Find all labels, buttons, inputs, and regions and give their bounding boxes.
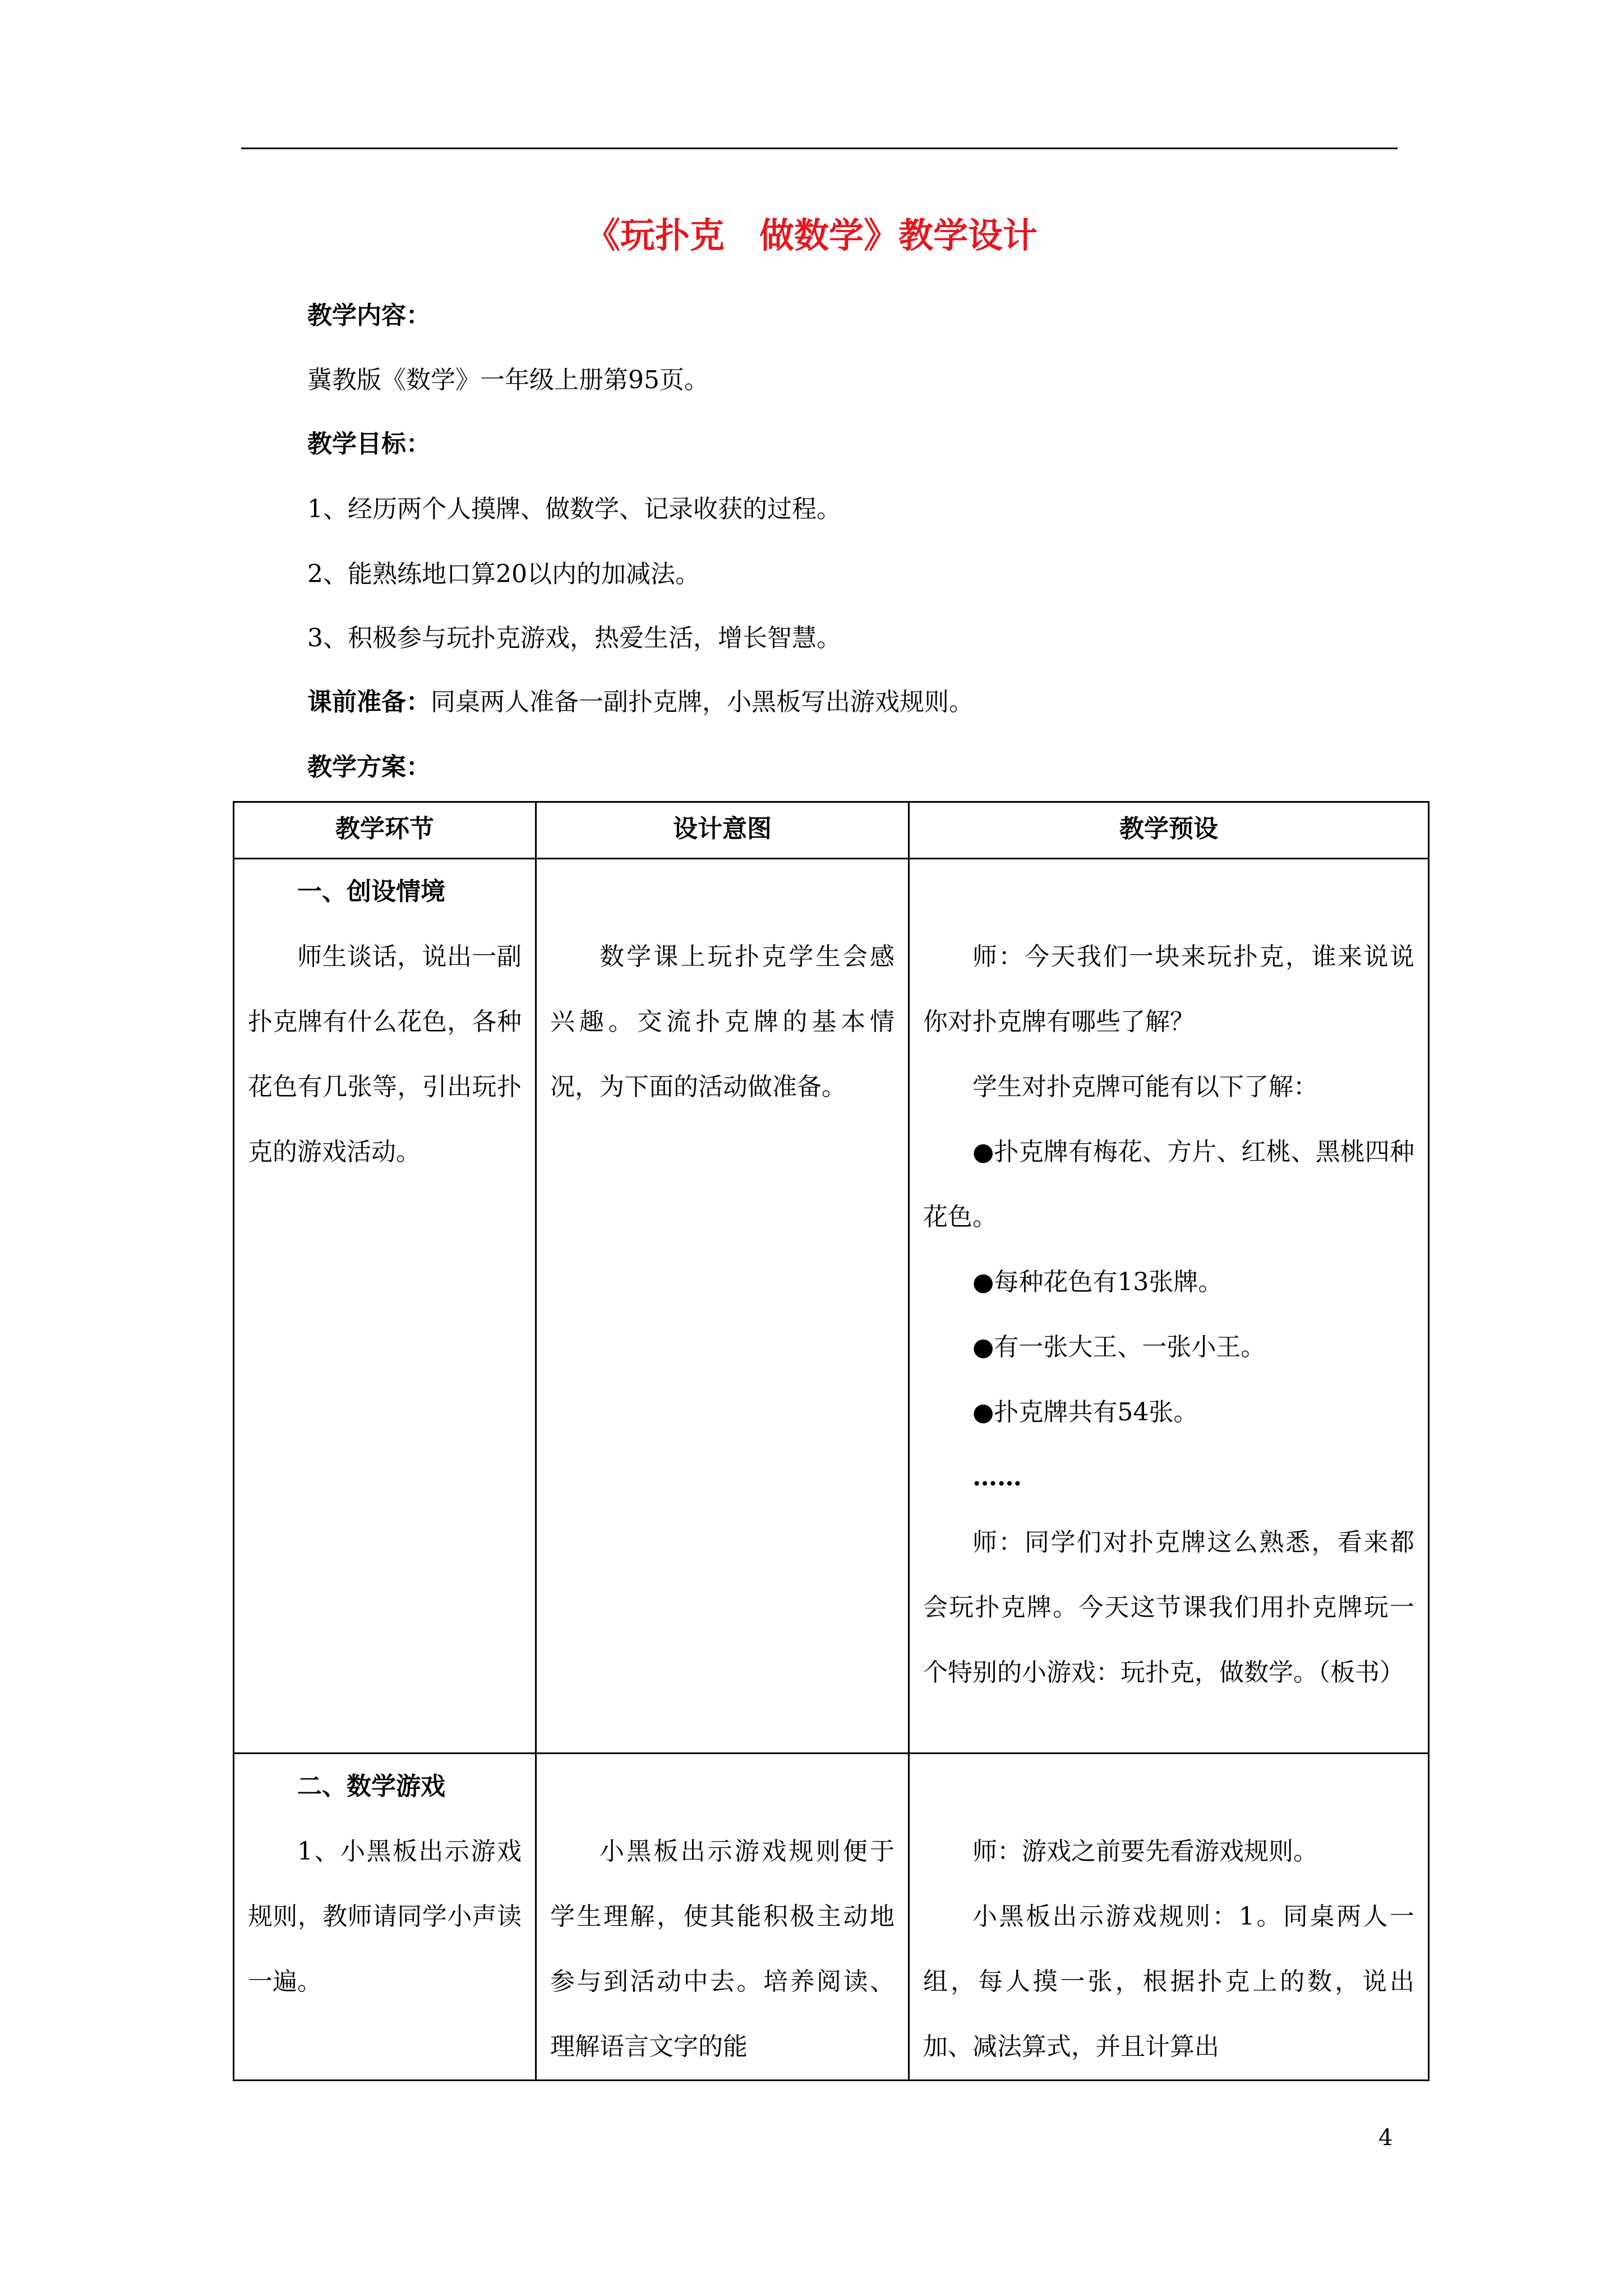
preset-line: ●有一张大王、一张小王。 — [972, 1333, 1266, 1361]
cell-spacer — [550, 1754, 895, 1819]
intent-cell — [536, 1754, 909, 2081]
stage-cell — [234, 859, 536, 1754]
stage-title: 二、数学游戏 — [297, 1772, 445, 1801]
preset-line: 师：同学们对扑克牌这么熟悉，看来都会玩扑克牌。今天这节课我们用扑克牌玩一个特别的小游戏：玩扑克，做数学。（板书） — [923, 1528, 1414, 1687]
cell-spacer — [923, 1754, 1414, 1819]
preset-cell — [909, 859, 1429, 1754]
cell-spacer — [923, 859, 1414, 924]
preset-line: 小黑板出示游戏规则：1。同桌两人一组，每人摸一张，根据扑克上的数，说出加、减法算式，并且计算出 — [923, 1902, 1414, 2061]
cell-spacer — [550, 859, 895, 924]
goals-label: 教学目标： — [307, 430, 431, 458]
preset-line: …… — [972, 1463, 1022, 1492]
stage-cell — [234, 1754, 536, 2081]
intent-cell — [536, 859, 909, 1754]
plan-label: 教学方案： — [307, 753, 431, 781]
preset-line: ●扑克牌共有54张。 — [972, 1398, 1198, 1427]
intent-text: 数学课上玩扑克学生会感兴趣。交流扑克牌的基本情况，为下面的活动做准备。 — [550, 942, 895, 1101]
table-row — [234, 1754, 1429, 2081]
table-row — [234, 859, 1429, 1754]
prep-text: 同桌两人准备一副扑克牌，小黑板写出游戏规则。 — [431, 688, 974, 716]
column-header-stage: 教学环节 — [234, 802, 536, 859]
header-rule — [241, 148, 1398, 149]
content-label: 教学内容： — [307, 301, 431, 330]
preset-line: ●扑克牌有梅花、方片、红桃、黑桃四种花色。 — [923, 1138, 1414, 1231]
goal-item: 3、积极参与玩扑克游戏，热爱生活，增长智慧。 — [307, 624, 841, 652]
preset-line: 师：游戏之前要先看游戏规则。 — [972, 1837, 1318, 1866]
page-number: 4 — [1378, 2125, 1393, 2151]
prep-line — [307, 685, 974, 719]
table-header-row — [234, 802, 1429, 859]
column-header-intent: 设计意图 — [536, 802, 909, 859]
stage-text: 1、小黑板出示游戏规则，教师请同学小声读一遍。 — [248, 1837, 522, 1996]
preset-line: 师：今天我们一块来玩扑克，谁来说说你对扑克牌有哪些了解？ — [923, 942, 1414, 1036]
column-header-preset: 教学预设 — [909, 802, 1429, 859]
preset-line: ●每种花色有13张牌。 — [972, 1268, 1223, 1296]
prep-label: 课前准备： — [307, 688, 431, 716]
intent-text: 小黑板出示游戏规则便于学生理解，使其能积极主动地参与到活动中去。培养阅读、理解语言文字的能 — [550, 1837, 895, 2061]
preset-line: 学生对扑克牌可能有以下了解： — [972, 1073, 1318, 1101]
preset-cell — [909, 1754, 1429, 2081]
page-title: 《玩扑克 做数学》教学设计 — [585, 215, 1038, 256]
goal-item: 2、能熟练地口算20以内的加减法。 — [307, 560, 700, 588]
stage-title: 一、创设情境 — [297, 877, 445, 906]
stage-text: 师生谈话，说出一副扑克牌有什么花色，各种花色有几张等，引出玩扑克的游戏活动。 — [248, 942, 522, 1166]
teaching-plan-table — [233, 801, 1430, 2081]
goal-item: 1、经历两个人摸牌、做数学、记录收获的过程。 — [307, 495, 841, 523]
content-text: 冀教版《数学》一年级上册第95页。 — [307, 366, 709, 394]
